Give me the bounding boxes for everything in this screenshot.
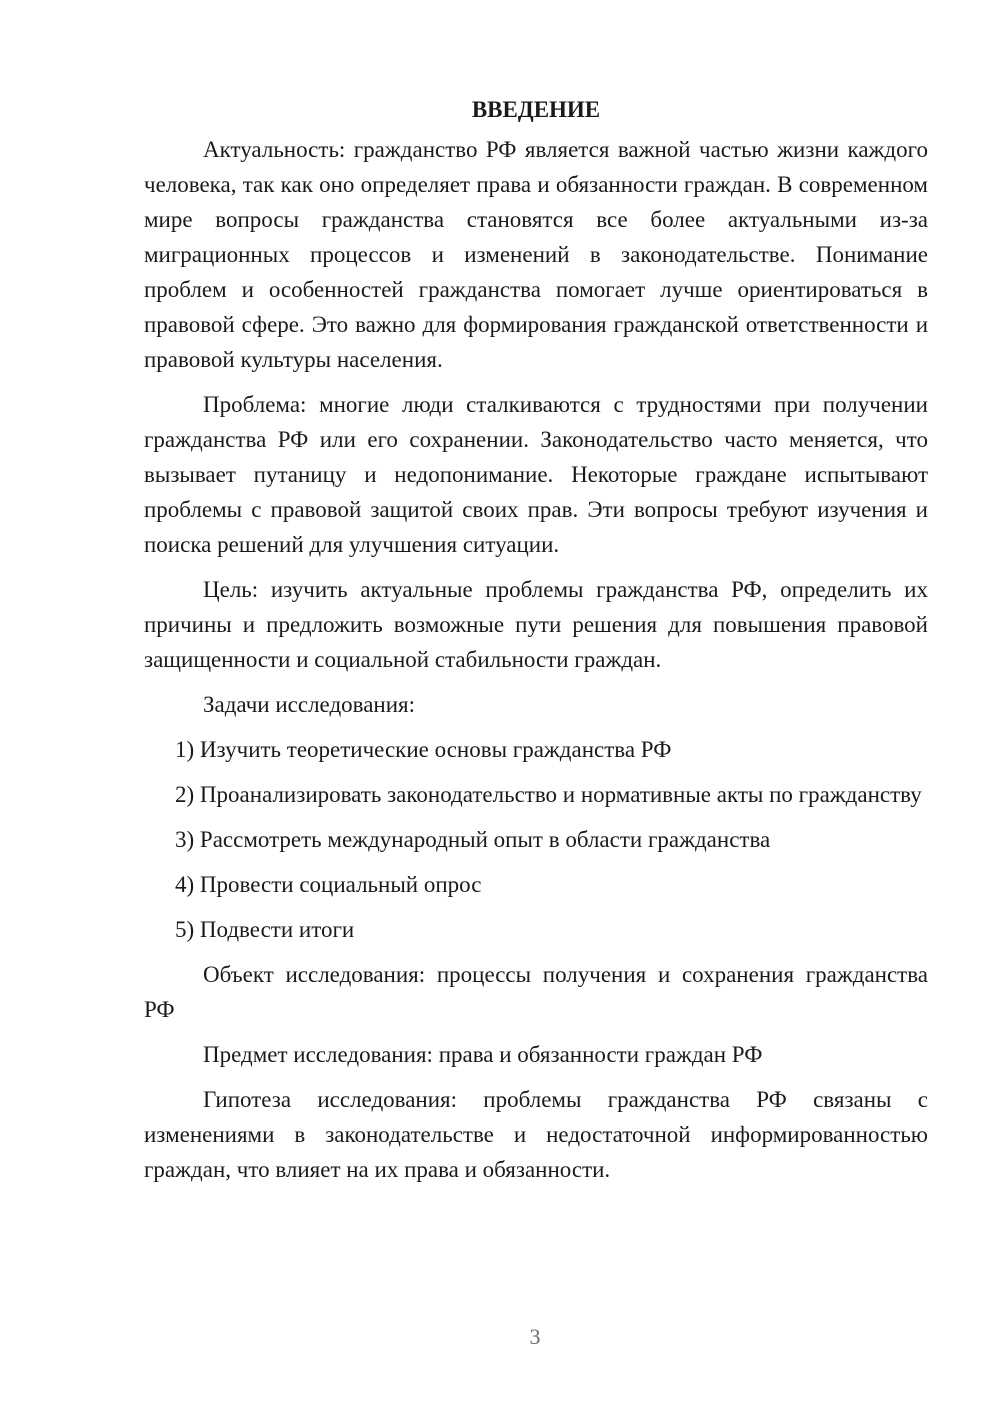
paragraph-hypothesis: Гипотеза исследования: проблемы гражданства РФ связаны с изменениями в законодательстве и недостаточной информированностью граждан, что влияет на их права и обязанности. [144, 1087, 928, 1182]
task-item-2: 2) Проанализировать законодательство и нормативные акты по гражданству [175, 782, 922, 807]
paragraph-object: Объект исследования: процессы получения и сохранения гражданства РФ [144, 962, 928, 1022]
paragraph-subject: Предмет исследования: права и обязанности граждан РФ [203, 1042, 763, 1067]
task-item-1: 1) Изучить теоретические основы гражданства РФ [175, 737, 672, 762]
page-number: 3 [529, 1324, 541, 1349]
paragraph-goal: Цель: изучить актуальные проблемы гражданства РФ, определить их причины и предложить возможные пути решения для повышения правовой защищенности и социальной стабильности граждан. [144, 577, 928, 672]
task-item-4: 4) Провести социальный опрос [175, 872, 482, 897]
tasks-heading: Задачи исследования: [203, 692, 416, 717]
section-title: ВВЕДЕНИЕ [471, 97, 601, 122]
task-item-5: 5) Подвести итоги [175, 917, 355, 942]
paragraph-problem: Проблема: многие люди сталкиваются с трудностями при получении гражданства РФ или его сохранении. Законодательство часто меняется, что вызывает путаницу и недопонимание. Некоторые граждане испытывают проблемы с правовой защитой своих прав. Эти вопросы требуют изучения и поиска решений для улучшения ситуации. [144, 392, 928, 557]
document-body [144, 92, 928, 1197]
paragraph-relevance: Актуальность: гражданство РФ является важной частью жизни каждого человека, так как оно определяет права и обязанности граждан. В современном мире вопросы гражданства становятся все более актуальными из-за миграционных процессов и изменений в законодательстве. Понимание проблем и особенностей гражданства помогает лучше ориентироваться в правовой сфере. Это важно для формирования гражданской ответственности и правовой культуры населения. [144, 137, 928, 372]
task-item-3: 3) Рассмотреть международный опыт в области гражданства [175, 827, 771, 852]
